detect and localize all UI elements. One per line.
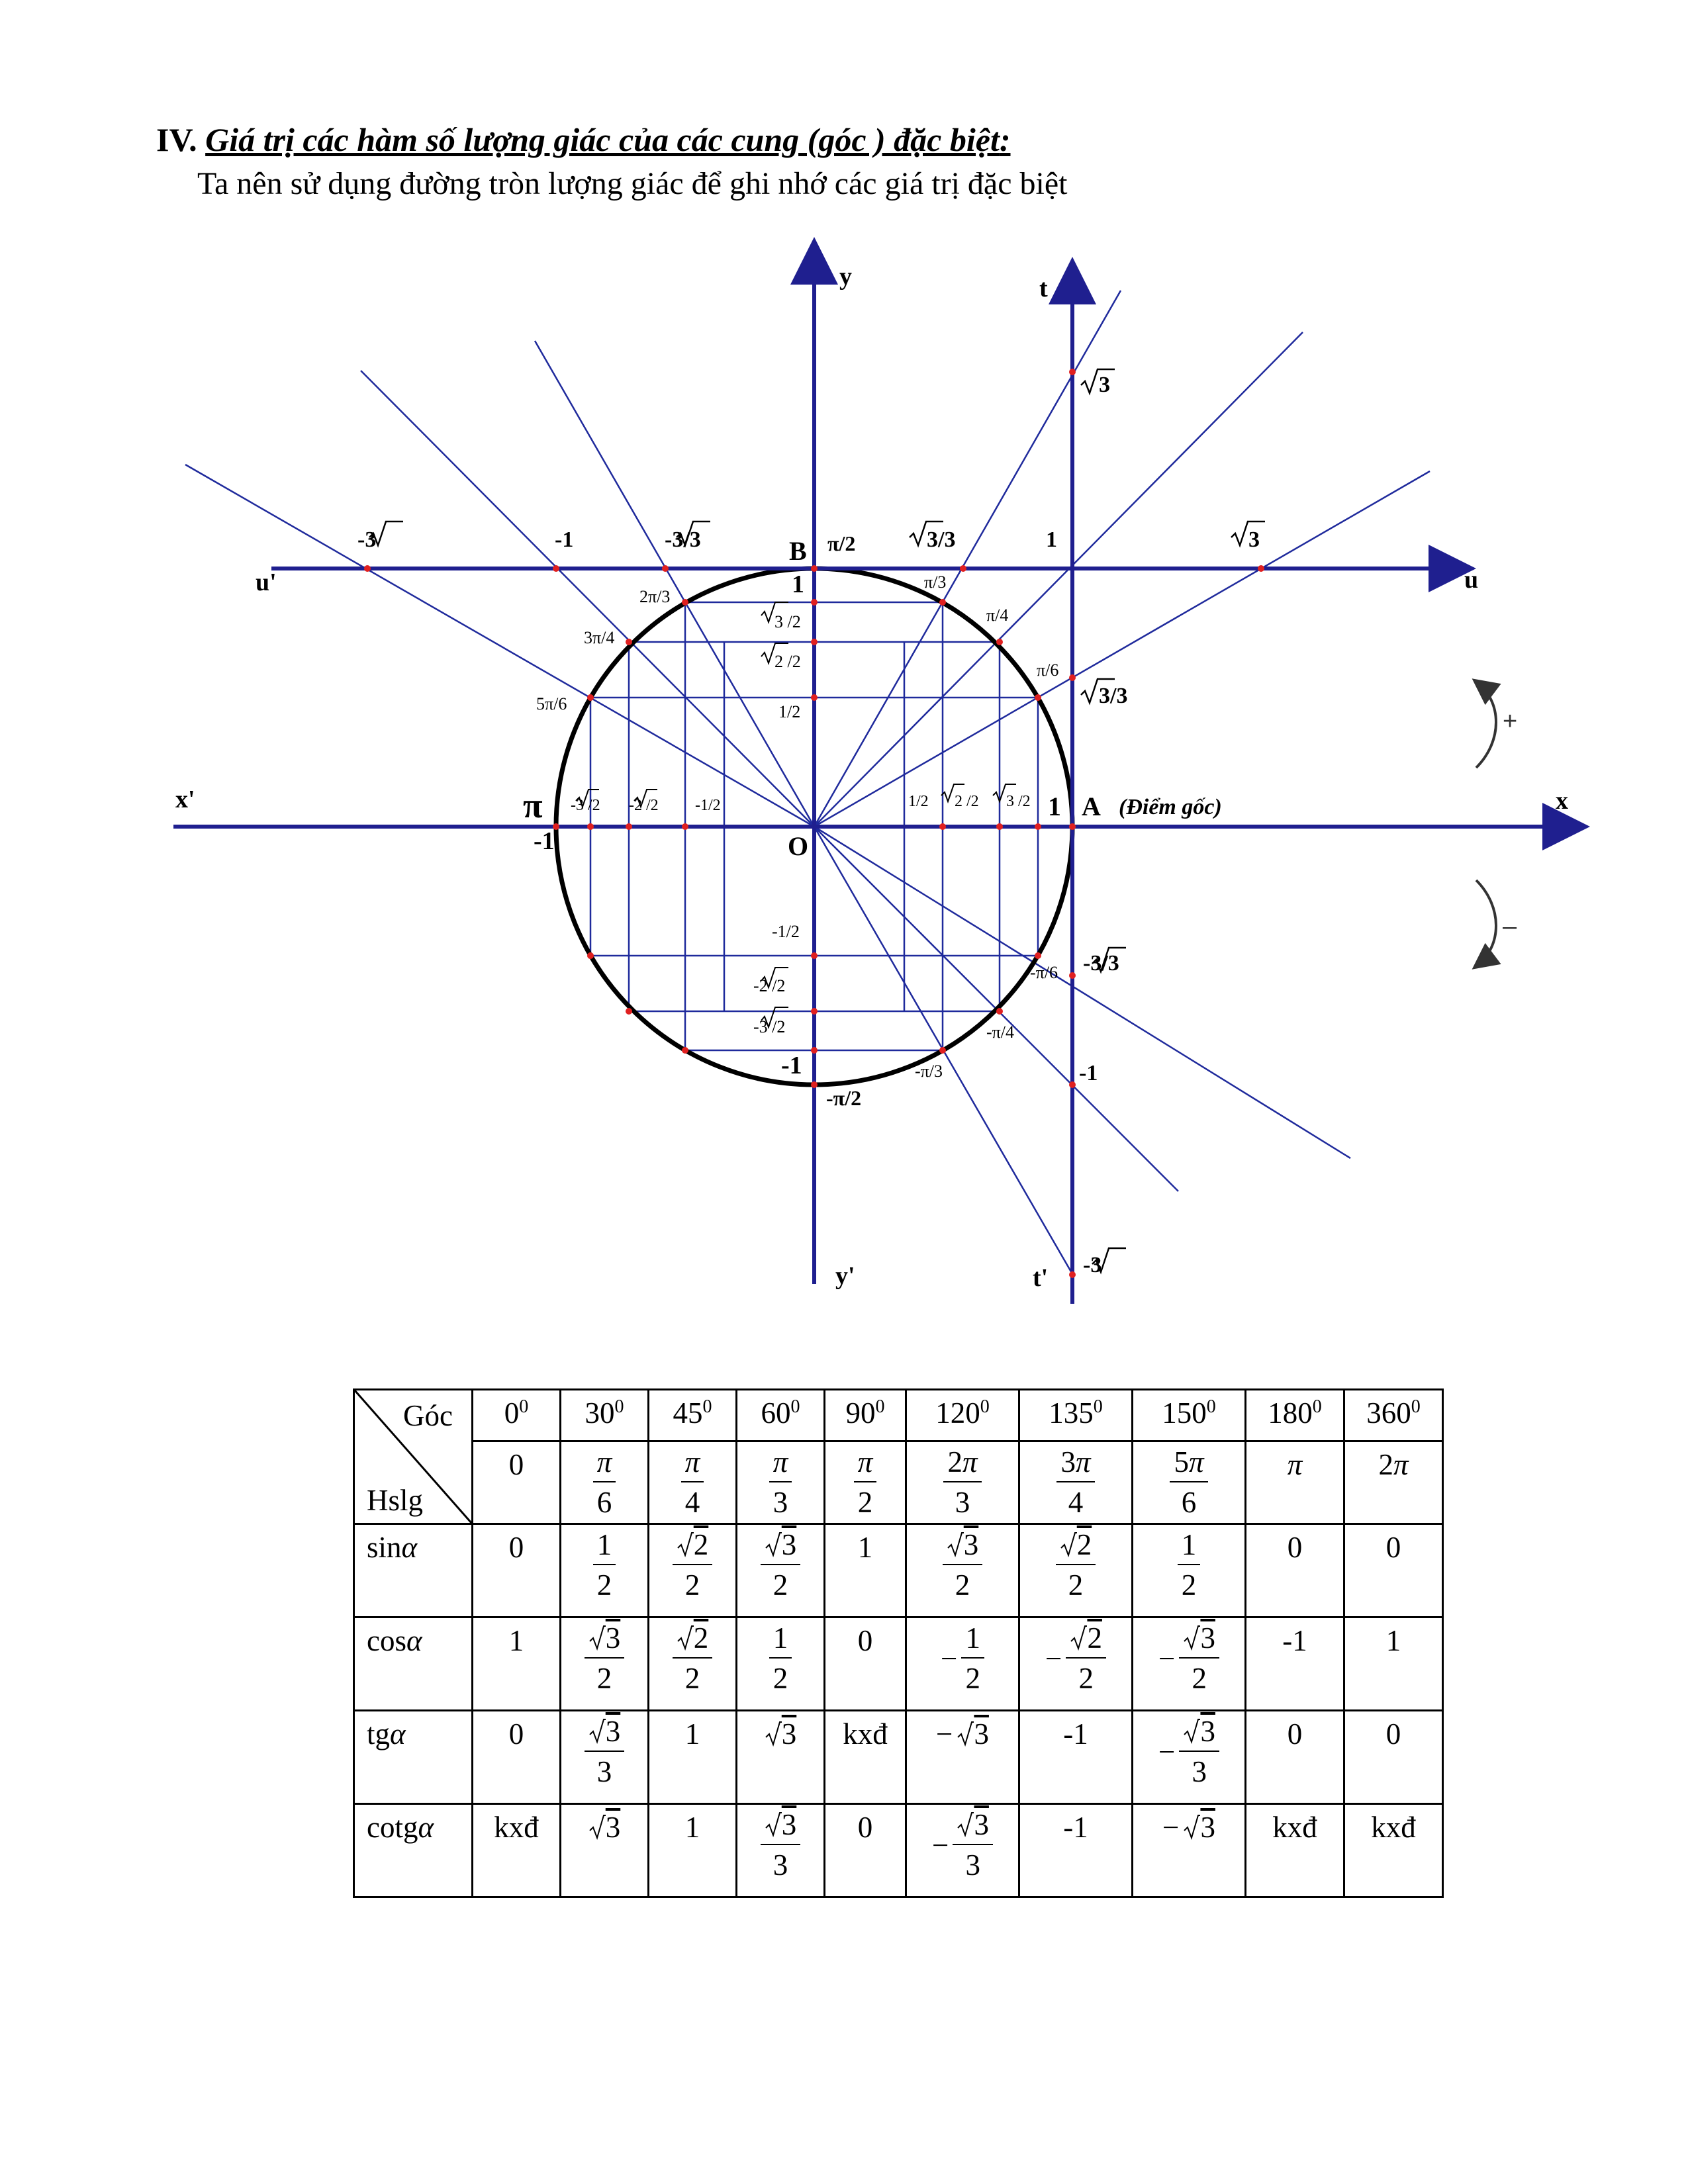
value-cell: 0	[473, 1524, 561, 1617]
value-cell: 1	[649, 1711, 737, 1804]
degree-mark: 0	[980, 1396, 990, 1417]
section-subheading: Ta nên sử dụng đường tròn lượng giác để ghi nhớ các giá trị đặc biệt	[197, 166, 1068, 201]
degree-value: 120	[935, 1396, 980, 1430]
value-cell: $\frac{1}{2}$	[737, 1617, 825, 1711]
radian-cell: π	[1246, 1441, 1344, 1524]
value-cell: -1	[1019, 1804, 1133, 1897]
degree-mark: 0	[1312, 1396, 1322, 1417]
degree-cell	[737, 1390, 825, 1441]
degree-value: 180	[1268, 1396, 1313, 1430]
radian-cell: $\frac{\pi}{4}$	[649, 1441, 737, 1524]
value-cell: 1	[825, 1524, 906, 1617]
angle-neg-pi-2: -π/2	[826, 1086, 862, 1110]
one-on-x: 1	[1048, 792, 1061, 821]
cot-neg-one: -1	[555, 527, 574, 552]
cos-sqrt2-2: 2 /2	[955, 793, 979, 810]
cot-neg-sqrt3-3: -3/3	[665, 527, 701, 552]
point-b-label: B	[789, 536, 807, 566]
corner-cell	[354, 1390, 473, 1524]
point-a-label: A	[1082, 792, 1101, 821]
degree-cell	[561, 1390, 649, 1441]
value-cell: − 3	[906, 1711, 1019, 1804]
degree-cell	[1246, 1390, 1344, 1441]
cot-line-5pi6	[185, 465, 814, 827]
radian-cell: $\frac{3\pi}{4}$	[1019, 1441, 1133, 1524]
value-cell: 3	[561, 1804, 649, 1897]
value-cell: 1	[649, 1804, 737, 1897]
u-axis-label: u	[1464, 566, 1479, 594]
degree-cell	[1133, 1390, 1246, 1441]
cos-neg-half: -1/2	[695, 797, 721, 814]
cos-half: 1/2	[908, 793, 929, 810]
angle-neg-pi-6: -π/6	[1030, 963, 1058, 982]
u-neg-axis-label: u'	[256, 569, 277, 596]
value-cell: 0	[473, 1711, 561, 1804]
function-label: tgα	[354, 1711, 473, 1804]
origin-label: O	[788, 831, 809, 861]
degree-value: 30	[585, 1396, 615, 1430]
one-on-y: 1	[792, 570, 804, 598]
degree-mark: 0	[614, 1396, 624, 1417]
value-cell: $\frac{1}{2}$	[561, 1524, 649, 1617]
negative-rotation-arrow	[1476, 880, 1496, 966]
radian-cell: 2 π	[1344, 1441, 1443, 1524]
function-label: sinα	[354, 1524, 473, 1617]
degree-cell	[473, 1390, 561, 1441]
axes	[173, 245, 1582, 1304]
radian-cell: $\frac{\pi}{6}$	[561, 1441, 649, 1524]
degree-value: 0	[504, 1396, 520, 1430]
degree-mark: 0	[1411, 1396, 1421, 1417]
table-row	[354, 1711, 1443, 1804]
radian-cell: 0	[473, 1441, 561, 1524]
value-cell: $\frac{3}{2}$	[561, 1617, 649, 1711]
radian-cell: $\frac{2\pi}{3}$	[906, 1441, 1019, 1524]
cot-one: 1	[1046, 527, 1057, 552]
degree-value: 150	[1162, 1396, 1207, 1430]
degree-cell	[1344, 1390, 1443, 1441]
degree-cell	[825, 1390, 906, 1441]
value-cell: $\frac{3}{2}$	[906, 1524, 1019, 1617]
tan-neg-sqrt3-3: -3/3	[1083, 951, 1119, 976]
degree-mark: 0	[519, 1396, 529, 1417]
degree-cell	[649, 1390, 737, 1441]
corner-label-angle: Góc	[403, 1399, 453, 1432]
x-axis-label: x	[1556, 787, 1568, 815]
neg-one-on-x: -1	[534, 827, 555, 855]
t-neg-axis-label: t'	[1033, 1264, 1049, 1292]
degree-mark: 0	[1093, 1396, 1103, 1417]
tan-sqrt3: 3	[1099, 373, 1110, 397]
value-cell: − 3	[1133, 1804, 1246, 1897]
sin-sqrt3-2: 3 /2	[774, 612, 801, 631]
value-cell: kxđ	[473, 1804, 561, 1897]
degree-value: 45	[673, 1396, 703, 1430]
radian-cell: $\frac{\pi}{3}$	[737, 1441, 825, 1524]
value-cell: $\frac{1}{2}$	[1133, 1524, 1246, 1617]
degree-cell	[1019, 1390, 1133, 1441]
sin-half: 1/2	[778, 702, 801, 721]
table-row	[354, 1524, 1443, 1617]
value-cell: $\frac{2}{2}$	[649, 1524, 737, 1617]
y-axis-label: y	[839, 263, 852, 291]
positive-rotation-arrow	[1476, 682, 1496, 768]
angle-2pi-3: 2π/3	[639, 587, 671, 606]
degree-mark: 0	[875, 1396, 885, 1417]
sin-sqrt2-2: 2 /2	[774, 652, 801, 671]
value-cell: $\frac{3}{2}$	[737, 1524, 825, 1617]
value-cell: $\frac{2}{2}$	[649, 1617, 737, 1711]
value-cell: $\frac{3}{3}$	[561, 1711, 649, 1804]
angle-neg-pi-3: -π/3	[915, 1062, 943, 1081]
tan-sqrt3-3: 3/3	[1099, 684, 1128, 708]
radial-lines	[185, 291, 1430, 1274]
radian-cell: $\frac{\pi}{2}$	[825, 1441, 906, 1524]
cot-neg-sqrt3: -3	[357, 527, 377, 552]
value-cell: 1	[1344, 1617, 1443, 1711]
degree-value: 360	[1366, 1396, 1411, 1430]
table-row	[354, 1804, 1443, 1897]
rotation-arrows	[1476, 682, 1496, 966]
degree-mark: 0	[702, 1396, 712, 1417]
value-cell: − $\frac{3}{2}$	[1133, 1617, 1246, 1711]
function-label: cotgα	[354, 1804, 473, 1897]
value-cell: − $\frac{2}{2}$	[1019, 1617, 1133, 1711]
value-cell: − $\frac{1}{2}$	[906, 1617, 1019, 1711]
neg-one-on-y: -1	[781, 1052, 802, 1079]
sin-neg-sqrt2-2: -2 /2	[753, 976, 786, 995]
value-cell: 0	[1344, 1524, 1443, 1617]
angle-pi-3: π/3	[924, 572, 947, 592]
angle-3pi-4: 3π/4	[584, 628, 615, 647]
tan-line-neg-pi6	[814, 827, 1350, 1158]
negative-sign: –	[1503, 913, 1517, 940]
table-row	[354, 1617, 1443, 1711]
degree-value: 60	[761, 1396, 791, 1430]
section-title-colon: :	[999, 121, 1011, 158]
radian-cell: $\frac{5\pi}{6}$	[1133, 1441, 1246, 1524]
table-row-radians	[354, 1441, 1443, 1524]
origin-note: (Điểm gốc)	[1119, 795, 1222, 819]
sin-neg-sqrt3-2: -3 /2	[753, 1017, 786, 1036]
trig-values-table	[353, 1388, 1444, 1898]
positive-sign: +	[1503, 707, 1518, 735]
y-neg-axis-label: y'	[835, 1262, 855, 1290]
cot-sqrt3-3: 3/3	[927, 527, 956, 552]
value-cell: 0	[1246, 1711, 1344, 1804]
section-title: Giá trị các hàm số lượng giác của các cung (góc ) đặc biệt	[205, 121, 1000, 158]
table-row-degrees	[354, 1390, 1443, 1441]
value-cell: 0	[1246, 1524, 1344, 1617]
function-label: cosα	[354, 1617, 473, 1711]
degree-mark: 0	[1206, 1396, 1216, 1417]
value-cell: kxđ	[1344, 1804, 1443, 1897]
section-number: IV.	[156, 121, 197, 158]
cot-sqrt3: 3	[1248, 527, 1260, 552]
value-cell: 1	[473, 1617, 561, 1711]
angle-pi-2: π/2	[827, 531, 856, 555]
value-cell: 0	[1344, 1711, 1443, 1804]
value-cell: 0	[825, 1617, 906, 1711]
cos-neg-sqrt2-2: -2 /2	[629, 797, 659, 814]
value-cell: -1	[1019, 1711, 1133, 1804]
value-cell: -1	[1246, 1617, 1344, 1711]
tan-line-pi6	[814, 471, 1430, 827]
degree-cell	[906, 1390, 1019, 1441]
tan-neg-sqrt3: -3	[1083, 1253, 1102, 1277]
tan-neg-one: -1	[1079, 1061, 1098, 1085]
x-neg-axis-label: x'	[175, 786, 195, 813]
t-axis-label: t	[1039, 275, 1048, 302]
value-cell: − $\frac{3}{3}$	[906, 1804, 1019, 1897]
cot-line-2pi3	[535, 341, 814, 827]
cos-neg-sqrt3-2: -3 /2	[571, 797, 600, 814]
value-cell: kxđ	[825, 1711, 906, 1804]
angle-neg-pi-4: -π/4	[986, 1023, 1015, 1042]
value-cell: − $\frac{3}{3}$	[1133, 1711, 1246, 1804]
degree-mark: 0	[790, 1396, 800, 1417]
cot-line-3pi4	[361, 371, 814, 827]
value-cell: kxđ	[1246, 1804, 1344, 1897]
angle-pi-4: π/4	[986, 606, 1009, 625]
corner-label-function: Hslg	[367, 1484, 424, 1517]
sin-neg-half: -1/2	[772, 922, 800, 941]
value-cell: $\frac{3}{3}$	[737, 1804, 825, 1897]
degree-value: 90	[845, 1396, 876, 1430]
cos-sqrt3-2: 3 /2	[1006, 793, 1031, 810]
pi-label: π	[523, 786, 543, 825]
value-cell: 3	[737, 1711, 825, 1804]
value-cell: 0	[825, 1804, 906, 1897]
degree-value: 135	[1049, 1396, 1094, 1430]
value-cell: $\frac{2}{2}$	[1019, 1524, 1133, 1617]
angle-5pi-6: 5π/6	[536, 694, 567, 713]
angle-pi-6: π/6	[1037, 660, 1059, 680]
